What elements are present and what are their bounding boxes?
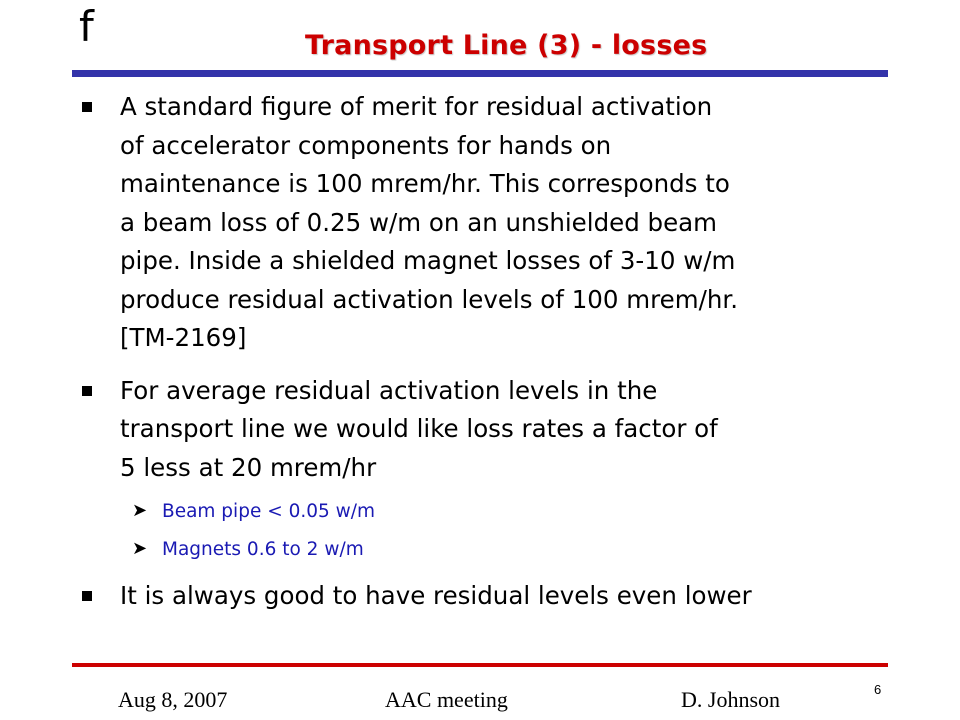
footer-date: Aug 8, 2007 — [118, 687, 228, 712]
fermilab-logo: f — [79, 2, 94, 51]
bullet-text: For average residual activation levels in the transport line we would like loss rates a factor of 5 less at 20 mrem/hr — [120, 375, 718, 482]
arrowhead-bullet-icon: ➤ — [132, 538, 148, 559]
sub-bullet-text: Beam pipe < 0.05 w/m — [162, 501, 376, 522]
arrowhead-bullet-icon: ➤ — [132, 500, 148, 521]
square-bullet-icon — [82, 591, 92, 601]
square-bullet-icon — [82, 102, 92, 112]
slide-body — [82, 88, 882, 616]
square-bullet-icon — [82, 386, 92, 396]
sub-bullet-text: Magnets 0.6 to 2 w/m — [162, 539, 364, 560]
page-number: 6 — [874, 682, 882, 697]
bullet-item — [82, 88, 882, 358]
sub-bullet-item — [132, 537, 882, 563]
footer-event: AAC meeting — [385, 687, 508, 712]
bullet-item — [82, 577, 882, 616]
bullet-item — [82, 372, 882, 564]
bullet-text: It is always good to have residual levels even lower — [120, 581, 752, 610]
slide-title: Transport Line (3) - losses — [305, 30, 708, 61]
sub-bullet-item — [132, 499, 882, 525]
bullet-text: A standard figure of merit for residual activation of accelerator components for hands on maintenance is 100 mrem/hr. This corresponds to a beam loss of 0.25 w/m on an unshielded beam pipe. Inside a shielded magnet losses of 3-10 w/m produce residual activation levels of 100 mrem/hr. [TM-2169] — [120, 92, 738, 352]
footer-divider — [72, 663, 888, 667]
header-divider — [72, 70, 888, 77]
footer-author: D. Johnson — [681, 687, 781, 712]
